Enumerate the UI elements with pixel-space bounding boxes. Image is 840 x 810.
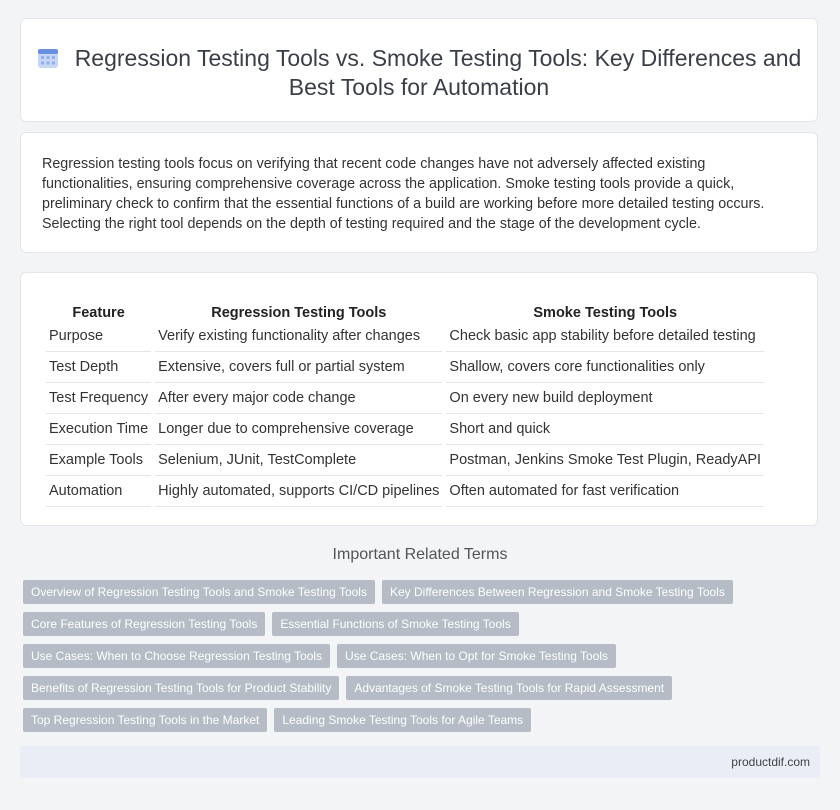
table-cell: Execution Time — [46, 414, 151, 445]
table-cell: Selenium, JUnit, TestComplete — [155, 445, 442, 476]
header-feature: Feature — [72, 305, 125, 321]
page-title — [21, 44, 817, 102]
table-cell: Purpose — [46, 321, 151, 352]
footer — [20, 746, 820, 778]
table-cell: Extensive, covers full or partial system — [155, 352, 442, 383]
related-term-tag[interactable]: Key Differences Between Regression and Smoke Testing Tools — [382, 580, 733, 604]
related-terms-tags — [23, 580, 813, 732]
related-terms-heading: Important Related Terms — [332, 546, 508, 563]
table-cell: Short and quick — [446, 414, 764, 445]
table-row — [46, 321, 764, 352]
table-row — [46, 476, 764, 507]
related-term-tag[interactable]: Use Cases: When to Choose Regression Testing Tools — [23, 644, 330, 668]
table-cell: Example Tools — [46, 445, 151, 476]
related-term-tag[interactable]: Leading Smoke Testing Tools for Agile Teams — [274, 708, 531, 732]
related-term-tag[interactable]: Use Cases: When to Opt for Smoke Testing Tools — [337, 644, 616, 668]
table-cell: Often automated for fast verification — [446, 476, 764, 507]
table-cell: On every new build deployment — [446, 383, 764, 414]
table-cell: Test Frequency — [46, 383, 151, 414]
table-row — [46, 352, 764, 383]
table-row — [46, 383, 764, 414]
table-cell: Check basic app stability before detailed testing — [446, 321, 764, 352]
table-cell: Shallow, covers core functionalities only — [446, 352, 764, 383]
table-cell: Longer due to comprehensive coverage — [155, 414, 442, 445]
page-title-text: Regression Testing Tools vs. Smoke Testing Tools: Key Differences and Best Tools for Automation — [74, 45, 802, 100]
related-term-tag[interactable]: Core Features of Regression Testing Tools — [23, 612, 265, 636]
table-cell: After every major code change — [155, 383, 442, 414]
calendar-grid-icon — [37, 47, 59, 69]
related-term-tag[interactable]: Essential Functions of Smoke Testing Tools — [272, 612, 518, 636]
table-cell: Test Depth — [46, 352, 151, 383]
table-cell: Automation — [46, 476, 151, 507]
related-term-tag[interactable]: Top Regression Testing Tools in the Market — [23, 708, 267, 732]
comparison-card — [20, 272, 818, 526]
table-row — [46, 414, 764, 445]
table-cell: Highly automated, supports CI/CD pipelines — [155, 476, 442, 507]
header-regression: Regression Testing Tools — [211, 305, 387, 321]
table-cell: Verify existing functionality after changes — [155, 321, 442, 352]
table-cell: Postman, Jenkins Smoke Test Plugin, ReadyAPI — [446, 445, 764, 476]
comparison-table — [42, 295, 768, 507]
table-header-row — [46, 295, 764, 321]
footer-site-link[interactable]: productdif.com — [731, 755, 810, 769]
intro-card — [20, 132, 818, 253]
intro-paragraph: Regression testing tools focus on verifying that recent code changes have not adversely affected existing functionalities, ensuring comprehensive coverage across the application. Smoke testing tools provide a quick, preliminary check to confirm that the essential functions of a build are working before more detailed testing occurs. Selecting the right tool depends on the depth of testing required and the stage of the development cycle. — [42, 156, 765, 232]
table-row — [46, 445, 764, 476]
related-term-tag[interactable]: Advantages of Smoke Testing Tools for Rapid Assessment — [346, 676, 672, 700]
title-card — [20, 18, 818, 122]
related-term-tag[interactable]: Benefits of Regression Testing Tools for Product Stability — [23, 676, 339, 700]
header-smoke: Smoke Testing Tools — [533, 305, 678, 321]
related-term-tag[interactable]: Overview of Regression Testing Tools and Smoke Testing Tools — [23, 580, 375, 604]
